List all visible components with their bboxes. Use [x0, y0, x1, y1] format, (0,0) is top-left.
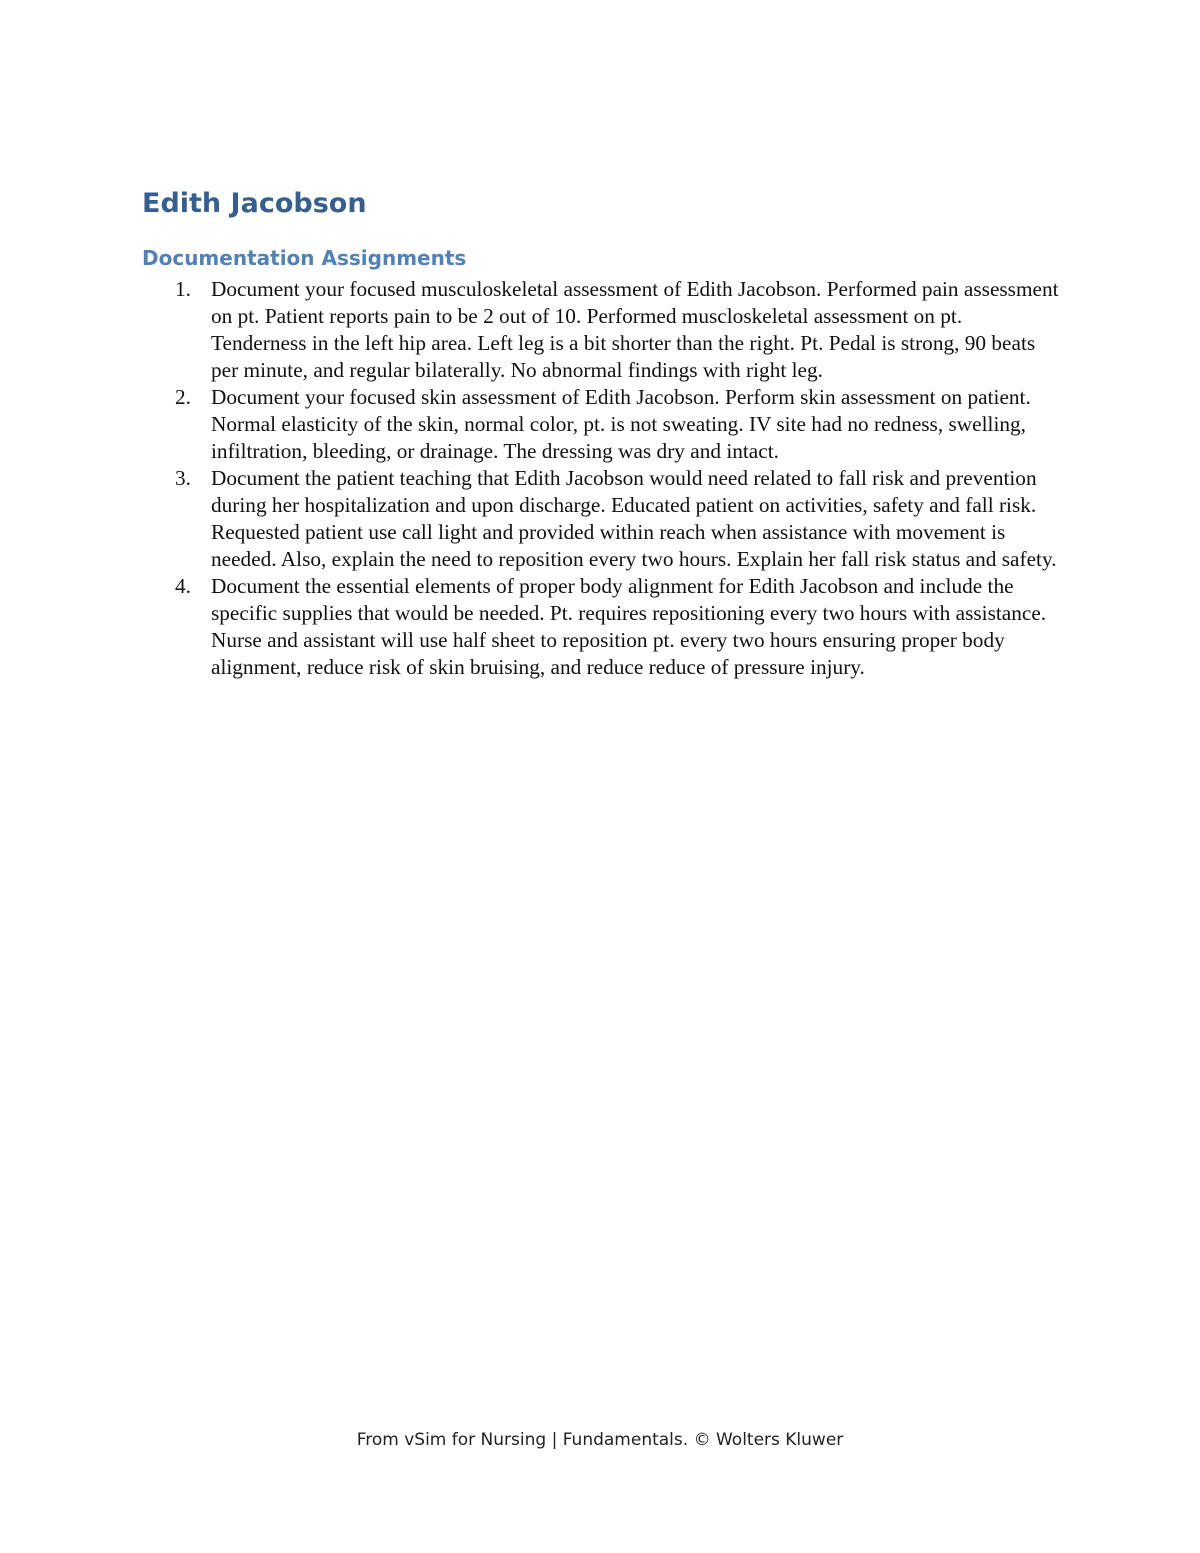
list-item [142, 276, 1062, 384]
list-item [142, 384, 1062, 465]
list-item [142, 573, 1062, 681]
list-item-number: 4. [175, 574, 191, 598]
list-item-number: 2. [175, 385, 191, 409]
list-item-number: 3. [175, 466, 191, 490]
list-item-number: 1. [175, 277, 191, 301]
list-item-text: Document your focused skin assessment of Edith Jacobson. Perform skin assessment on patient. Normal elasticity of the skin, normal color, pt. is not sweating. IV site had no redness, swelling, infiltration, bleeding, or drainage. The dressing was dry and intact. [211, 385, 1031, 463]
page-footer: From vSim for Nursing | Fundamentals. © Wolters Kluwer [356, 1430, 844, 1450]
list-item-text: Document the essential elements of proper body alignment for Edith Jacobson and include the specific supplies that would be needed. Pt. requires repositioning every two hours with assistance. Nurse and assistant will use half sheet to reposition pt. every two hours ensuring proper body alignment, reduce risk of skin bruising, and reduce reduce of pressure injury. [211, 574, 1047, 679]
assignment-list [142, 276, 1062, 681]
section-heading: Documentation Assignments [142, 246, 467, 270]
list-item-text: Document the patient teaching that Edith Jacobson would need related to fall risk and prevention during her hospitalization and upon discharge. Educated patient on activities, safety and fall risk. Requested patient use call light and provided within reach when assistance with movement is needed. Also, explain the need to reposition every two hours. Explain her fall risk status and safety. [211, 466, 1057, 571]
page-title: Edith Jacobson [142, 188, 367, 219]
list-item-text: Document your focused musculoskeletal assessment of Edith Jacobson. Performed pain assessment on pt. Patient reports pain to be 2 out of 10. Performed muscloskeletal assessment on pt. Tenderness in the left hip area. Left leg is a bit shorter than the right. Pt. Pedal is strong, 90 beats per minute, and regular bilaterally. No abnormal findings with right leg. [211, 277, 1059, 382]
list-item [142, 465, 1062, 573]
